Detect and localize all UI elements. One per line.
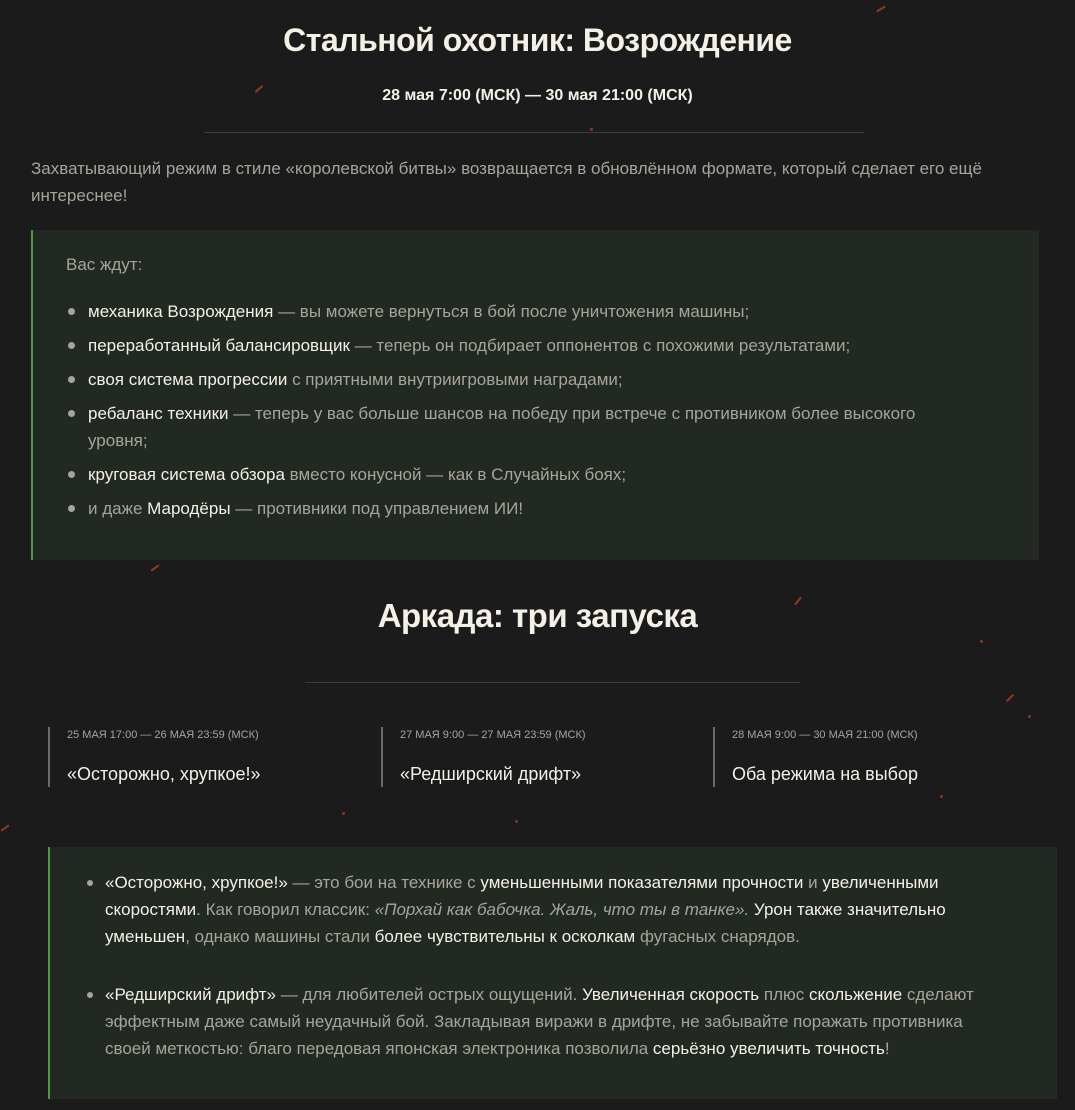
background-dot — [342, 812, 345, 815]
event-dates: 28 мая 7:00 (МСК) — 30 мая 21:00 (МСК) — [382, 87, 693, 104]
launch-card — [48, 727, 357, 787]
background-dot — [590, 128, 593, 131]
launch-card — [381, 727, 690, 787]
background-dot — [1028, 715, 1031, 718]
list-item: и даже Мародёры — противники под управлением ИИ! — [68, 495, 968, 522]
background-dot — [940, 795, 943, 798]
event-title: Стальной охотник: Возрождение — [283, 22, 792, 58]
launch-name: «Редширский дрифт» — [400, 764, 582, 784]
launch-schedule — [48, 727, 1048, 787]
launch-date: 28 МАЯ 9:00 — 30 МАЯ 21:00 (МСК) — [732, 729, 918, 741]
event-intro: Захватывающий режим в стиле «королевской битвы» возвращается в обновлённом формате, который сделает его ещё интереснее! — [31, 159, 982, 205]
launch-name: «Осторожно, хрупкое!» — [67, 764, 261, 784]
features-box — [31, 230, 1039, 560]
section-title: Аркада: три запуска — [377, 597, 698, 634]
background-spark — [876, 6, 886, 13]
list-item: «Осторожно, хрупкое!» — это бои на технике с уменьшенными показателями прочности и увеличенными скоростями. Как говорил классик: «Порхай как бабочка. Жаль, что ты в танке». Урон также значительно уменьшен, однако машины стали более чувствительны к осколкам фугасных снарядов. — [87, 869, 1007, 950]
divider — [305, 682, 800, 683]
background-spark — [150, 564, 159, 571]
list-item: своя система прогрессии с приятными внутриигровыми наградами; — [68, 366, 968, 393]
background-spark — [0, 824, 9, 831]
launch-card — [713, 727, 1022, 787]
features-list — [68, 298, 968, 529]
modes-list — [87, 869, 1007, 1093]
background-spark — [1006, 694, 1014, 702]
launch-date: 25 МАЯ 17:00 — 26 МАЯ 23:59 (МСК) — [67, 729, 259, 741]
background-dot — [515, 820, 518, 823]
list-item: ребаланс техники — теперь у вас больше шансов на победу при встрече с противником более высокого уровня; — [68, 400, 968, 454]
features-heading: Вас ждут: — [66, 255, 143, 274]
list-item: круговая система обзора вместо конусной — как в Случайных боях; — [68, 461, 968, 488]
background-dot — [980, 640, 983, 643]
list-item: механика Возрождения — вы можете вернуться в бой после уничтожения машины; — [68, 298, 968, 325]
list-item: «Редширский дрифт» — для любителей острых ощущений. Увеличенная скорость плюс скольжение сделают эффектным даже самый неудачный бой. Закладывая виражи в дрифте, не забывайте поражать противника своей меткостью: благо передовая японская электроника позволила серьёзно увеличить точность! — [87, 981, 1007, 1062]
divider — [204, 132, 864, 133]
modes-box — [48, 847, 1057, 1099]
launch-name: Оба режима на выбор — [732, 764, 918, 784]
launch-date: 27 МАЯ 9:00 — 27 МАЯ 23:59 (МСК) — [400, 729, 586, 741]
list-item: переработанный балансировщик — теперь он подбирает оппонентов с похожими результатами; — [68, 332, 968, 359]
